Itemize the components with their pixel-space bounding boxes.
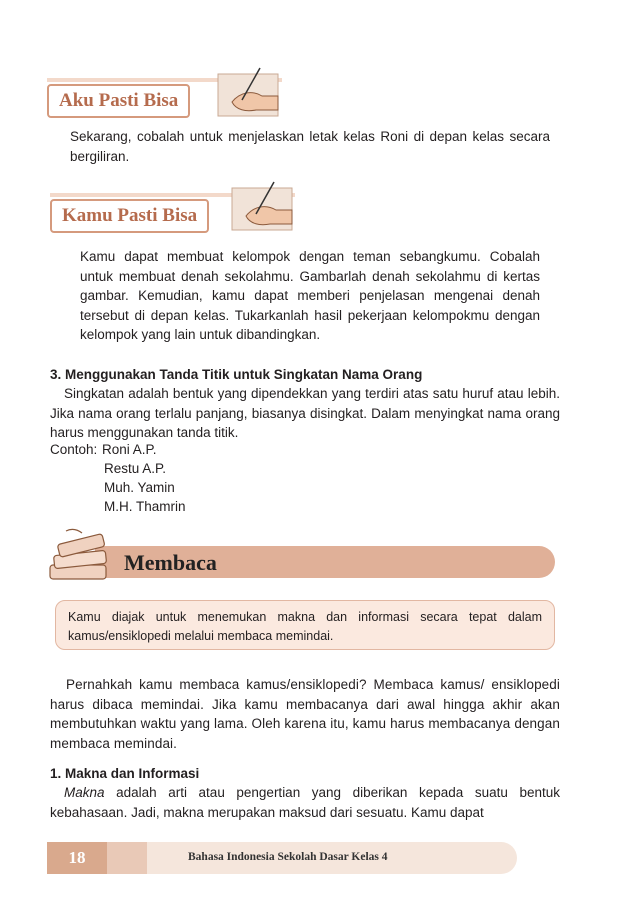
- section-3-body: [50, 384, 560, 443]
- example-name: Roni A.P.: [102, 442, 157, 457]
- paragraph-text: adalah arti atau pengertian yang diberikan kepada suatu bentuk kebahasaan. Jadi, makna merupakan maksud dari sesuatu. Kamu dapat: [50, 785, 560, 820]
- paragraph-text: Kamu dapat membuat kelompok dengan teman sebangkumu. Cobalah untuk membuat denah sekolahmu. Gambarlah denah sekolahmu di kertas gambar. Kemudian, kamu dapat memberi penjelasan mengenai denah tersebut di depan kelas. Tukarkanlah hasil pekerjaan kelompokmu dengan kelompok yang lain untuk dibandingkan.: [80, 249, 540, 342]
- paragraph-text: Pernahkah kamu membaca kamus/ensiklopedi? Membaca kamus/ ensiklopedi harus dibaca memindai. Jika kamu membacanya dari awal hingga akhir akan membutuhkan waktu yang lama. Oleh karena itu, kamu harus membacanya dengan membaca memindai.: [50, 677, 560, 751]
- book-title: Bahasa Indonesia Sekolah Dasar Kelas 4: [188, 851, 388, 863]
- objective-info-box: [55, 600, 555, 650]
- banner-box: [50, 199, 209, 233]
- paragraph-text: Sekarang, cobalah untuk menjelaskan letak kelas Roni di depan kelas secara bergiliran.: [70, 129, 550, 164]
- section-1-title: 1. Makna dan Informasi: [50, 766, 200, 781]
- section-3-title: 3. Menggunakan Tanda Titik untuk Singkatan Nama Orang: [50, 367, 423, 382]
- writing-hand-icon: [212, 62, 282, 118]
- paragraph-text: Singkatan adalah bentuk yang dipendekkan yang terdiri atas satu huruf atau lebih. Jika nama orang terlalu panjang, biasanya disingkat. Dalam menyingkat nama orang harus menggunakan tanda titik.: [50, 386, 560, 440]
- example-name: M.H. Thamrin: [104, 499, 186, 514]
- banner-title: Kamu Pasti Bisa: [62, 205, 198, 226]
- books-icon: [44, 525, 114, 587]
- example-name: Restu A.P.: [104, 461, 167, 476]
- footer-accent-block: [107, 842, 147, 874]
- section-1-body: [50, 783, 560, 822]
- writing-hand-icon: [226, 176, 296, 232]
- example-name: Muh. Yamin: [104, 480, 175, 495]
- banner-box: [47, 84, 190, 118]
- membaca-title: Membaca: [124, 550, 217, 575]
- contoh-label: Contoh:: [50, 442, 98, 457]
- term-makna: Makna: [64, 785, 105, 800]
- objective-text: Kamu diajak untuk menemukan makna dan informasi secara tepat dalam kamus/ensiklopedi melalui membaca memindai.: [68, 610, 542, 643]
- banner-title: Aku Pasti Bisa: [59, 90, 179, 111]
- instruction-paragraph-1: [70, 127, 550, 166]
- page-number: 18: [47, 842, 107, 874]
- membaca-paragraph: [50, 675, 560, 753]
- instruction-paragraph-2: [80, 247, 540, 345]
